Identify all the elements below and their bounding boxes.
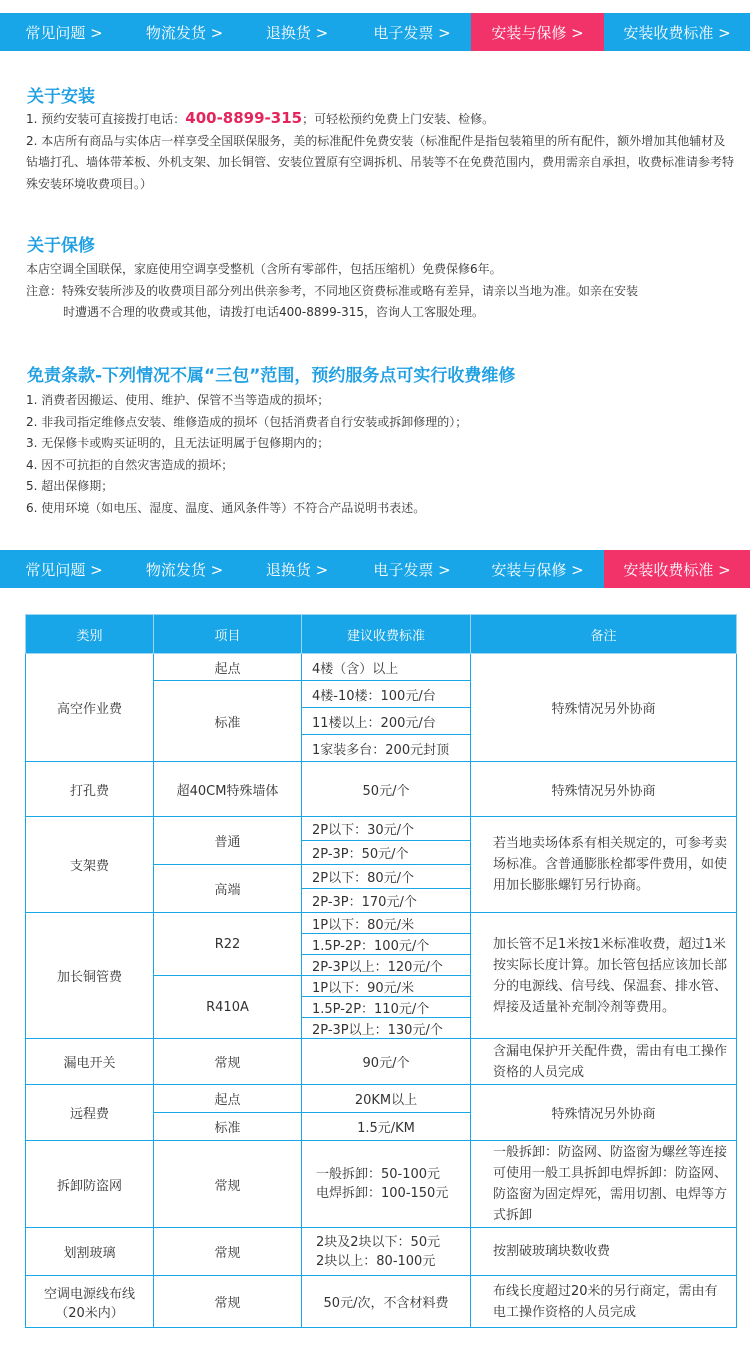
category-cell: 拆卸防盗网 <box>26 1141 154 1228</box>
warranty-p1: 本店空调全国联保，家庭使用空调享受整机（含所有零部件，包括压缩机）免费保修6年。 <box>26 262 502 276</box>
header-category: 类别 <box>26 615 154 654</box>
install-title: 关于安装 <box>27 87 95 107</box>
note-cell: 特殊情况另外协商 <box>471 762 737 817</box>
category-cell: 高空作业费 <box>26 654 154 762</box>
category-line: （20米内） <box>55 1305 124 1321</box>
category-cell: 远程费 <box>26 1085 154 1141</box>
note-cell: 特殊情况另外协商 <box>471 1085 737 1141</box>
warranty-text <box>26 259 736 324</box>
nav-shipping[interactable]: 物流发货 > <box>145 561 224 579</box>
header-note: 备注 <box>471 615 737 654</box>
fee-cell: 90元/个 <box>302 1039 471 1085</box>
fee-cell: 1.5P-2P：110元/个 <box>302 997 471 1018</box>
nav-install-fees[interactable]: 安装收费标准 > <box>604 550 750 588</box>
item-cell: 标准 <box>154 681 302 762</box>
note-cell: 加长管不足1米按1米标准收费，超过1米按实际长度计算。加长管包括应该加长部分的电源线、信号线、保温套、排水管、焊接及适量补充制冷剂等费用。 <box>471 913 737 1039</box>
item-cell: 普通 <box>154 817 302 865</box>
second-nav <box>0 550 750 588</box>
item-cell: 常规 <box>154 1276 302 1328</box>
item-cell: 超40CM特殊墙体 <box>154 762 302 817</box>
table-header-row <box>26 615 737 654</box>
note-cell: 特殊情况另外协商 <box>471 654 737 762</box>
fee-cell: 50元/次，不含材料费 <box>302 1276 471 1328</box>
fee-cell: 1P以下：80元/米 <box>302 913 471 934</box>
nav-shipping[interactable]: 物流发货 > <box>145 24 224 42</box>
item-cell: 高端 <box>154 865 302 913</box>
item-cell: 起点 <box>154 654 302 681</box>
category-cell: 划割玻璃 <box>26 1228 154 1276</box>
disclaimer-item: 2. 非我司指定维修点安装、维修造成的损坏（包括消费者自行安装或拆卸修理的）； <box>26 414 468 429</box>
item-cell: 标准 <box>154 1113 302 1141</box>
fee-cell: 2P以下：30元/个 <box>302 817 471 841</box>
disclaimer-item: 1. 消费者因搬运、使用、维护、保管不当等造成的损坏； <box>26 393 330 407</box>
note-cell: 按割破玻璃块数收费 <box>471 1228 737 1276</box>
fee-cell <box>302 1228 471 1276</box>
item-cell: 常规 <box>154 1228 302 1276</box>
warranty-p2b: 时遭遇不合理的收费或其他，请拨打电话400-8899-315，咨询人工客服处理。 <box>63 305 485 320</box>
fee-cell: 4楼-10楼：100元/台 <box>302 681 471 708</box>
fee-line: 一般拆卸：50-100元 <box>316 1167 441 1182</box>
category-cell: 支架费 <box>26 817 154 913</box>
fee-line: 2块及2块以下：50元 <box>316 1234 441 1250</box>
disclaimer-item: 5. 超出保修期； <box>26 479 114 494</box>
disclaimer-item: 6. 使用环境（如电压、湿度、温度、通风条件等）不符合产品说明书表述。 <box>26 500 426 515</box>
table-row <box>26 913 737 934</box>
nav-invoice[interactable]: 电子发票 > <box>373 24 451 42</box>
table-row <box>26 1228 737 1276</box>
warranty-p2a: 注意：特殊安装所涉及的收费项目部分列出供亲参考，不同地区资费标准或略有差异，请亲以当地为准。如亲在安装 <box>26 283 639 298</box>
category-cell: 加长铜管费 <box>26 913 154 1039</box>
nav-install-warranty[interactable]: 安装与保修 > <box>471 13 604 51</box>
category-cell: 打孔费 <box>26 762 154 817</box>
fee-cell: 2P-3P：170元/个 <box>302 889 471 913</box>
top-nav <box>0 13 750 51</box>
category-cell: 漏电开关 <box>26 1039 154 1085</box>
disclaimer-title: 免责条款-下列情况不属“三包”范围，预约服务点可实行收费维修 <box>27 366 516 386</box>
fee-cell: 20KM以上 <box>302 1085 471 1113</box>
fee-cell: 1.5元/KM <box>302 1113 471 1141</box>
fee-cell: 1.5P-2P：100元/个 <box>302 934 471 955</box>
header-item: 项目 <box>154 615 302 654</box>
item-cell: 常规 <box>154 1039 302 1085</box>
note-cell: 一般拆卸：防盗网、防盗窗为螺丝等连接可使用一般工具拆卸电焊拆卸：防盗网、防盗窗为固定焊死，需用切割、电焊等方式拆卸 <box>471 1141 737 1228</box>
fee-table <box>25 614 737 1328</box>
fee-cell: 1P以下：90元/米 <box>302 976 471 997</box>
table-row <box>26 762 737 817</box>
table-row <box>26 1085 737 1113</box>
phone-number[interactable]: 400-8899-315 <box>185 109 303 127</box>
item-cell: 常规 <box>154 1141 302 1228</box>
table-row <box>26 1276 737 1328</box>
note-cell: 布线长度超过20米的另行商定，需由有电工操作资格的人员完成 <box>471 1276 737 1328</box>
fee-cell: 1家装多台：200元封顶 <box>302 735 471 762</box>
fee-line: 电焊拆卸：100-150元 <box>316 1186 449 1201</box>
nav-faq[interactable]: 常见问题 > <box>25 24 103 42</box>
nav-returns[interactable]: 退换货 > <box>265 24 329 42</box>
fee-cell: 4楼（含）以上 <box>302 654 471 681</box>
nav-install-warranty[interactable]: 安装与保修 > <box>491 561 584 579</box>
nav-install-fees[interactable]: 安装收费标准 > <box>623 24 731 42</box>
fee-cell: 11楼以上：200元/台 <box>302 708 471 735</box>
nav-invoice[interactable]: 电子发票 > <box>373 561 451 579</box>
fee-cell: 2P-3P以上：130元/个 <box>302 1018 471 1039</box>
table-row <box>26 654 737 681</box>
install-text <box>26 108 736 195</box>
disclaimer-item: 4. 因不可抗拒的自然灾害造成的损坏； <box>26 457 234 472</box>
item-cell: 起点 <box>154 1085 302 1113</box>
install-item-1 <box>26 108 736 131</box>
header-fee: 建议收费标准 <box>302 615 471 654</box>
nav-returns[interactable]: 退换货 > <box>265 561 329 579</box>
disclaimer-item: 3. 无保修卡或购买证明的，且无法证明属于包修期内的； <box>26 436 330 451</box>
item-cell: R410A <box>154 976 302 1039</box>
table-row <box>26 1141 737 1228</box>
install-p1-after: ；可轻松预约免费上门安装、检修。 <box>302 112 495 126</box>
fee-cell: 2P以下：80元/个 <box>302 865 471 889</box>
disclaimer-list <box>26 390 736 520</box>
item-cell: R22 <box>154 913 302 976</box>
fee-line: 2块以上：80-100元 <box>316 1253 436 1269</box>
fee-cell <box>302 1141 471 1228</box>
install-item-2: 2. 本店所有商品与实体店一样享受全国联保服务，美的标准配件免费安装（标准配件是指包装箱里的所有配件，额外增加其他辅材及钻墙打孔、墙体带苯板、外机支架、加长铜管、安装位置原有空调拆机、吊装等不在免费范围内，费用需亲自承担，收费标准请参考特殊安装环境收费项目。） <box>26 133 735 191</box>
fee-cell: 2P-3P：50元/个 <box>302 841 471 865</box>
install-p1-before: 1. 预约安装可直接拨打电话： <box>26 112 186 126</box>
category-cell <box>26 1276 154 1328</box>
table-row <box>26 817 737 841</box>
note-cell: 含漏电保护开关配件费，需由有电工操作资格的人员完成 <box>471 1039 737 1085</box>
fee-cell: 50元/个 <box>302 762 471 817</box>
fee-cell: 2P-3P以上：120元/个 <box>302 955 471 976</box>
warranty-title: 关于保修 <box>27 236 95 256</box>
table-row <box>26 1039 737 1085</box>
nav-faq[interactable]: 常见问题 > <box>25 561 103 579</box>
note-cell: 若当地卖场体系有相关规定的，可参考卖场标准。含普通膨胀栓都零件费用，如使用加长膨胀螺钉另行协商。 <box>471 817 737 913</box>
category-line: 空调电源线布线 <box>43 1286 135 1302</box>
